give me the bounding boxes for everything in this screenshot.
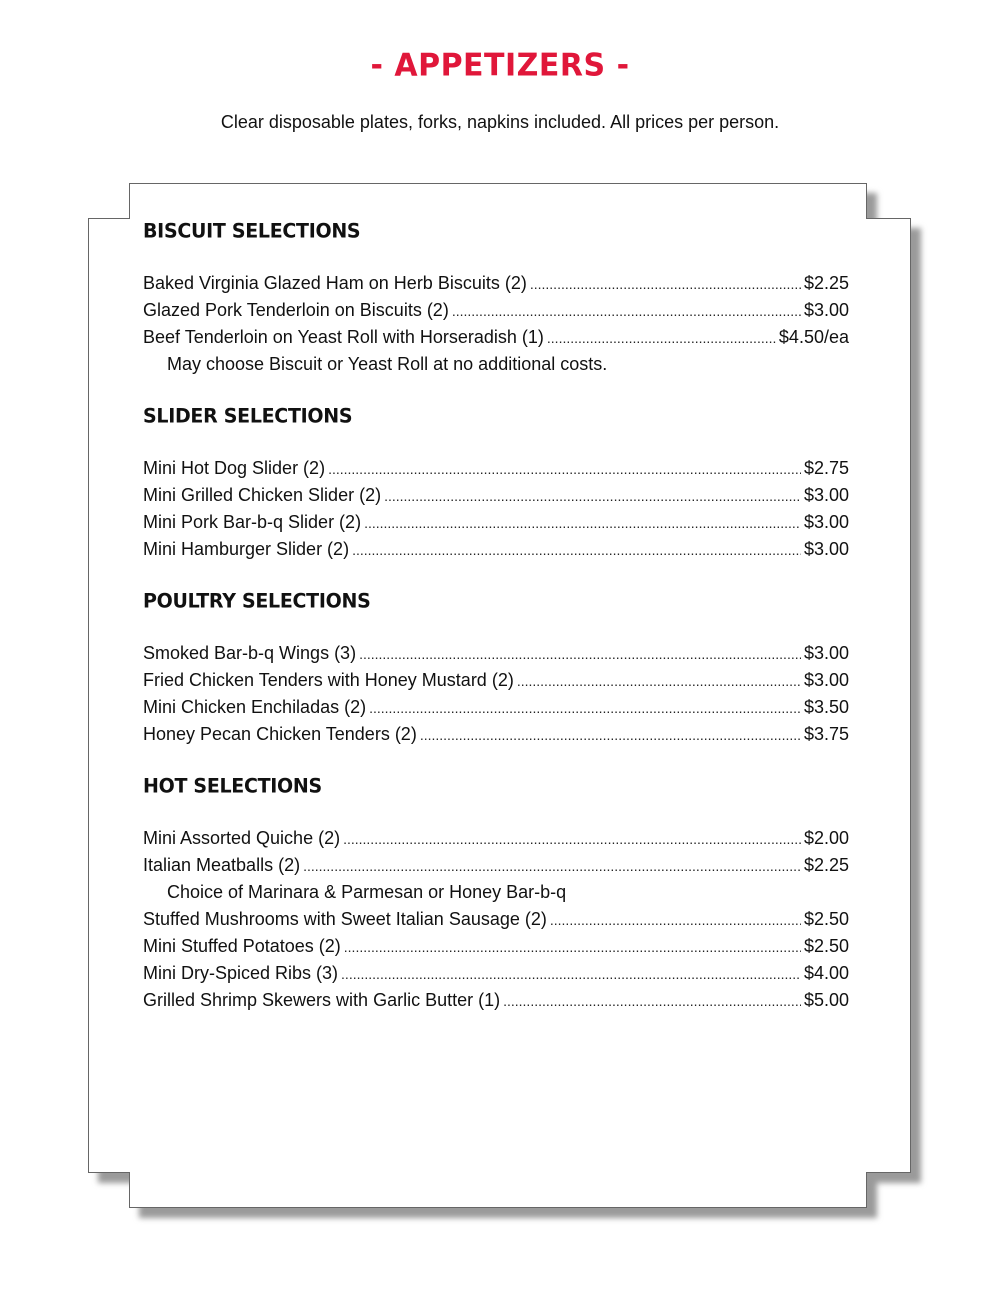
menu-item-name: Honey Pecan Chicken Tenders (2) xyxy=(143,724,417,744)
menu-item-price: $2.25 xyxy=(803,855,849,875)
menu-section xyxy=(143,214,849,378)
page-subtitle: Clear disposable plates, forks, napkins included. All prices per person. xyxy=(220,112,780,132)
dot-leader xyxy=(352,537,801,564)
dot-leader xyxy=(384,483,801,510)
menu-section xyxy=(143,399,849,563)
dot-leader xyxy=(359,641,801,668)
menu-item-price: $3.00 xyxy=(803,670,849,690)
menu-item-price: $3.00 xyxy=(803,643,849,663)
menu-item xyxy=(143,640,849,667)
menu-item-price: $3.00 xyxy=(803,512,849,532)
dot-leader xyxy=(550,907,801,934)
menu-card xyxy=(143,214,849,1035)
menu-item-name: Mini Grilled Chicken Slider (2) xyxy=(143,485,382,505)
menu-item-list xyxy=(143,455,849,563)
menu-item-name: Glazed Pork Tenderloin on Biscuits (2) xyxy=(143,300,449,320)
menu-item xyxy=(143,509,849,536)
menu-item xyxy=(143,455,849,482)
menu-item xyxy=(143,667,849,694)
menu-item-price: $4.00 xyxy=(803,963,849,983)
menu-item-price: $3.50 xyxy=(803,697,849,717)
menu-note: Choice of Marinara & Parmesan or Honey Bar-b-q xyxy=(167,882,567,902)
page-title: - APPETIZERS - xyxy=(370,47,630,84)
menu-item xyxy=(143,297,849,324)
section-title: POULTRY SELECTIONS xyxy=(143,589,371,613)
section-title: SLIDER SELECTIONS xyxy=(143,404,353,428)
menu-section xyxy=(143,584,849,748)
menu-item xyxy=(143,324,849,351)
menu-item xyxy=(143,906,849,933)
menu-item-price: $3.75 xyxy=(803,724,849,744)
section-title: BISCUIT SELECTIONS xyxy=(143,219,361,243)
menu-item-name: Baked Virginia Glazed Ham on Herb Biscuits (2) xyxy=(143,273,527,293)
dot-leader xyxy=(420,722,801,749)
menu-section xyxy=(143,769,849,1014)
menu-item-price: $2.50 xyxy=(803,936,849,956)
menu-item-price: $2.50 xyxy=(803,909,849,929)
menu-item-name: Mini Pork Bar-b-q Slider (2) xyxy=(143,512,362,532)
menu-item-name: Mini Dry-Spiced Ribs (3) xyxy=(143,963,339,983)
menu-item-price: $3.00 xyxy=(803,539,849,559)
dot-leader xyxy=(303,853,801,880)
menu-item-name: Mini Hot Dog Slider (2) xyxy=(143,458,326,478)
menu-item xyxy=(143,536,849,563)
dot-leader xyxy=(328,456,801,483)
menu-item xyxy=(143,960,849,987)
menu-item-list xyxy=(143,270,849,378)
menu-note: May choose Biscuit or Yeast Roll at no additional costs. xyxy=(167,354,608,374)
dot-leader xyxy=(364,510,801,537)
menu-item xyxy=(143,933,849,960)
dot-leader xyxy=(343,826,801,853)
menu-item xyxy=(143,721,849,748)
menu-item-name: Mini Assorted Quiche (2) xyxy=(143,828,341,848)
menu-item-name: Grilled Shrimp Skewers with Garlic Butter (1) xyxy=(143,990,501,1010)
dot-leader xyxy=(503,988,801,1015)
menu-item xyxy=(143,852,849,879)
dot-leader xyxy=(517,668,801,695)
menu-item-price: $5.00 xyxy=(803,990,849,1010)
menu-item xyxy=(143,987,849,1014)
menu-item-name: Italian Meatballs (2) xyxy=(143,855,301,875)
dot-leader xyxy=(341,961,801,988)
menu-item-price: $4.50/ea xyxy=(778,327,849,347)
menu-item-name: Mini Stuffed Potatoes (2) xyxy=(143,936,341,956)
menu-item xyxy=(143,270,849,297)
dot-leader xyxy=(547,325,776,352)
menu-item-price: $2.25 xyxy=(803,273,849,293)
menu-item-name: Stuffed Mushrooms with Sweet Italian Sausage (2) xyxy=(143,909,547,929)
dot-leader xyxy=(452,298,801,325)
menu-item-price: $2.00 xyxy=(803,828,849,848)
dot-leader xyxy=(530,271,801,298)
menu-item-name: Mini Hamburger Slider (2) xyxy=(143,539,350,559)
menu-item xyxy=(143,482,849,509)
menu-item-name: Smoked Bar-b-q Wings (3) xyxy=(143,643,357,663)
menu-item-price: $2.75 xyxy=(803,458,849,478)
menu-item-name: Mini Chicken Enchiladas (2) xyxy=(143,697,367,717)
dot-leader xyxy=(369,695,801,722)
menu-item xyxy=(143,825,849,852)
menu-item-list xyxy=(143,825,849,1014)
menu-item-list xyxy=(143,640,849,748)
menu-item-name: Beef Tenderloin on Yeast Roll with Horseradish (1) xyxy=(143,327,544,347)
menu-item xyxy=(143,694,849,721)
menu-item-price: $3.00 xyxy=(803,485,849,505)
section-title: HOT SELECTIONS xyxy=(143,774,322,798)
menu-item-name: Fried Chicken Tenders with Honey Mustard (2) xyxy=(143,670,514,690)
menu-item-price: $3.00 xyxy=(803,300,849,320)
dot-leader xyxy=(344,934,801,961)
